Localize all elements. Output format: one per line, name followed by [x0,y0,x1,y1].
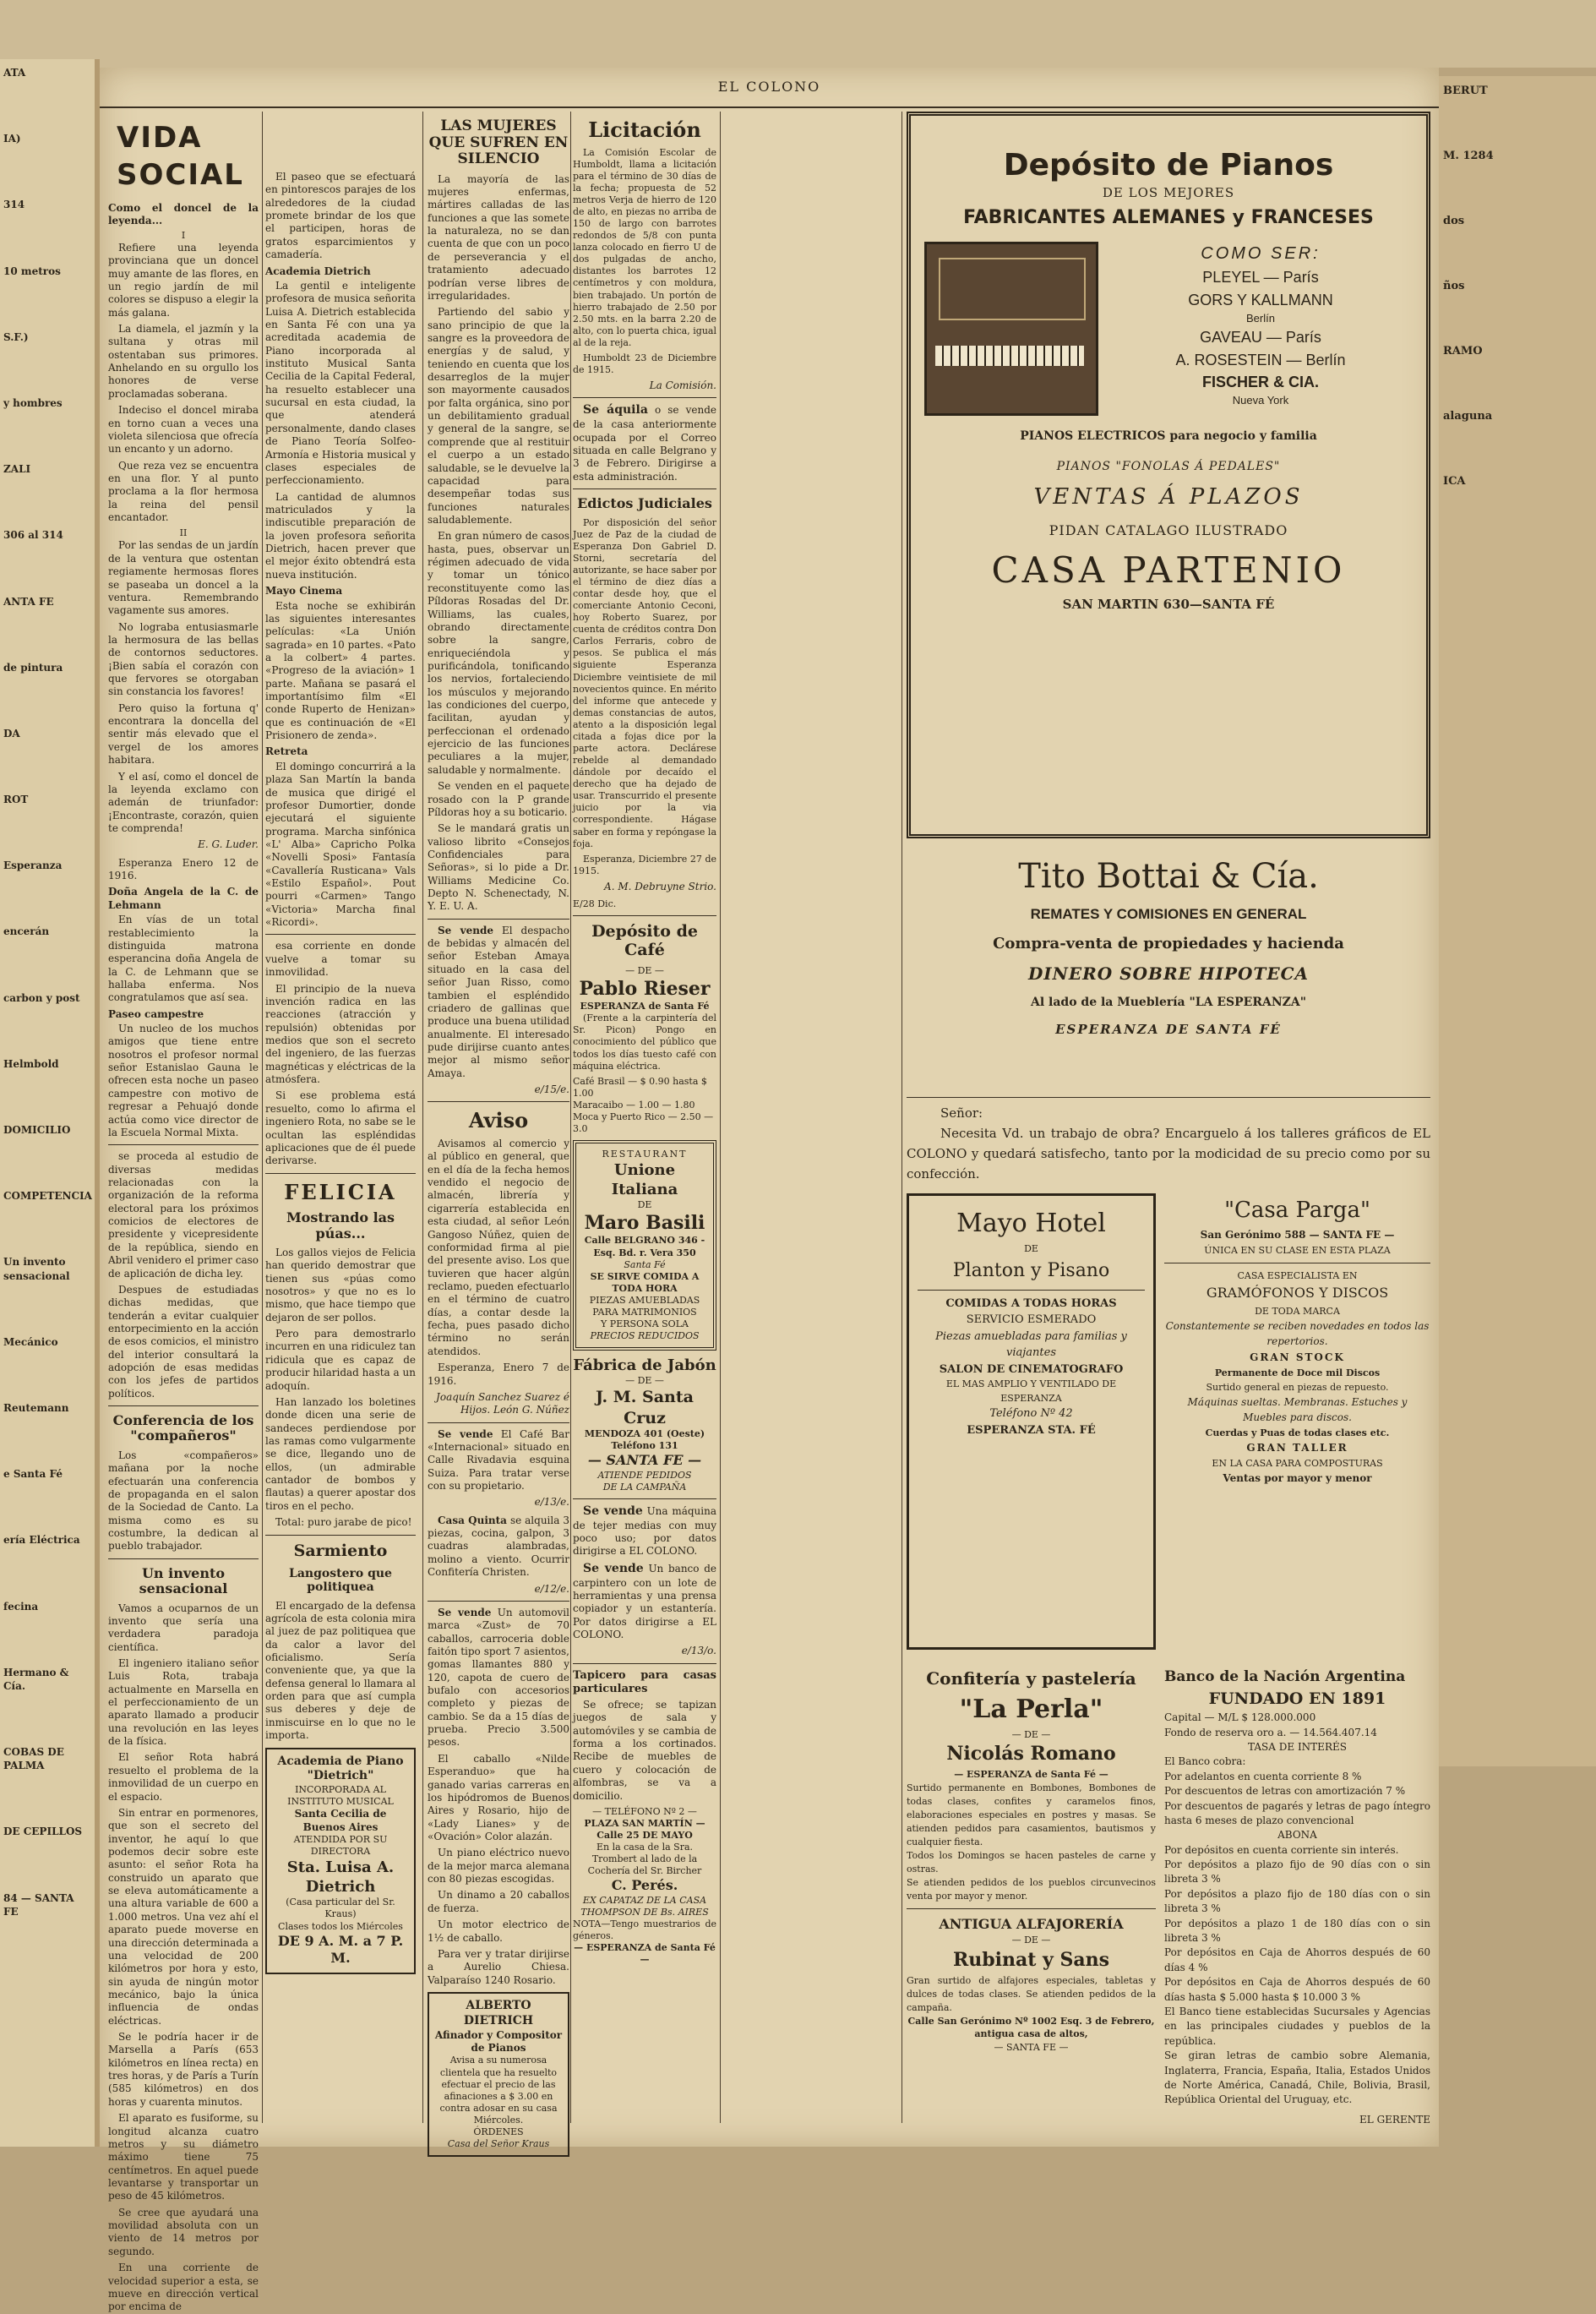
column-divider [570,112,571,2123]
article-body: La gentil e inteligente profesora de musica señorita Luisa A. Dietrich establecida en Santa Fé con una ya acreditada academia de Piano incorporada al instituto Musical Santa Cecilia de la Capital Federal, ha resuelto establecer una sucursal en esta ciudad, la que atenderá personalmente, dando clases de Piano Teoría Solfeo-Armonía e Historia musical y clases especiales de perfeccionamiento. [265,279,416,487]
ad-la-perla: Confitería y pastelería "La Perla" — DE — Nicolás Romano — ESPERANZA de Santa Fé — Surtido permanente en Bombones, Bombones de todas clases, confites y caramelos finos, elaboraciones especiales en postres y masas. Se atienden pedidos para casamientos, bautismos y cualquier fiesta. Todos los Domingos se hacen pasteles de carne y ostras. Se atienden pedidos de los pueblos circunvecinos venta por mayor y menor. ANTIGUA ALFAJORERÍA — DE — Rubinat y Sans Gran surtido de alfajores especiales, tabletas y dulces de todas clases. Se atienden pedidos de la campaña. Calle San Gerónimo Nº 1002 Esq. 3 de Febrero, antigua casa de altos, — SANTA FE — [907,1668,1156,2054]
poem-stanza: Por las sendas de un jardín de la ventura que ostentan regiamente hermosas flores se paseaba un doncel a la ventura. Remembrando vagamente sus amores. [108,539,259,617]
ad-casa-parga: "Casa Parga" San Gerónimo 588 — SANTA FE — ÚNICA EN SU CLASE EN ESTA PLAZA CASA ESPECIALISTA EN GRAMÓFONOS Y DISCOS DE TODA MARCA Constantemente se reciben novedades en todos las repertorios. GRAN STOCK Permanente de Doce mil Discos Surtido general en piezas de repuesto. Máquinas sueltas. Membranas. Estuches y Muebles para discos. Cuerdas y Puas de todas clases etc. GRAN TALLER EN LA CASA PARA COMPOSTURAS Ventas por mayor y menor [1165,1198,1430,1484]
right-page-line: RAMO [1443,345,1483,357]
article-title: Aviso [468,1108,529,1133]
classified-ad: Se vende Un automovil marca «Zust» de 70 caballos, carroceria doble faitón tipo sport 7 asientos, gomas llamantes 880 y 120, capota de cuero de bufalo con accesorios completo y piezas de cambio. Se da a 15 días de prueba. Precio 3.500 pesos. [428,1606,569,1749]
article-body: Se le podría hacer ir de Marsella a París (653 kilómetros en línea recta) en tres horas, y de París a Turín (585 kilómetros) en dos horas y cuarenta minutos. [108,2031,259,2108]
article-body: El domingo concurrirá a la plaza San Martín la banda de musica que dirigé el profesor Dumortier, donde ejecutará el siguiente programa. Marcha sinfónica «L' Alba» Capricho Polka «Novelli Sposi» Fantasía «Cavallería Rusticana» Vals «Estilo Español». Pout pourri «Carmen» Tango «Victoria» Marcha final «Ricordi». [265,760,416,929]
left-page-line: ZALI [3,463,31,476]
ad-restaurant-unione: RESTAURANT Unione Italiana DE Maro Basili Calle BELGRANO 346 - Esq. Bd. r. Vera 350 Santa Fé SE SIRVE COMIDA A TODA HORA PIEZAS AMUEBLADAS PARA MATRIMONIOS Y PERSONA SOLA PRECIOS REDUCIDOS [573,1140,716,1351]
column-4: Licitación La Comisión Escolar de Humboldt, llama a licitación para el término de 30 días de la fecha; propuesta de 52 metros Verja de hierro de 120 de alto, en piezas no arriba de 150 de largo con barrotes redondos de 5/8 con punta lanza colocado en fierro U de dos pulgadas de ancho, distantes los barrotes 12 centímetros y con moldura, bien trabajado. Un portón de hierro trabajado de 2.50 por 2.50 mts. en la barra 2.20 de alto, con lo puerta chica, igual al de la reja. Humboldt 23 de Diciembre de 1915. La Comisión. Se áquila o se vende de la casa anteriormente ocupada por el Correo situada en calle Belgrano y 3 de Febrero. Dirigirse a esta administración. Edictos Judiciales Por disposición del señor Juez de Paz de la ciudad de Esperanza Don Gabriel D. Storni, secretaría del autorizante, se hace saber por el término de diez días a contar desde hoy, que el comerciante Antonio Ceconi, hoy Roberto Suarez, por cuenta de créditos contra Don Carlos Ferraris, cobro de pesos. Se publica el más siguiente Esperanza Diciembre veintisiete de mil novecientos quince. En mérito del informe que antecede y demas constancias de autos, atento a la disposición legal citada a fojas dice por la parte actora. Declárese rebelde al demandado dándole por decaído el derecho que ha dejado de usar. Transcurrido el presente juicio por la via correspondiente. Hágase saber en forma y repóngase la foja. Esperanza, Diciembre 27 de 1915. A. M. Debruyne Strio. E/28 Dic. Depósito de Café — DE — Pablo Rieser ESPERANZA de Santa Fé (Frente a la carpintería del Sr. Picon) Pongo en conocimiento del público que todos los días tuesto café con máquina eléctrica. Café Brasil — $ 0.90 hasta $ 1.00 Maracaibo — 1.00 — 1.80 Moca y Puerto Rico — 2.50 — 3.0 RESTAURANT Unione Italiana DE Maro Basili Calle BELGRANO 346 - Esq. Bd. r. Vera 350 Santa Fé SE SIRVE COMIDA A TODA HORA PIEZAS AMUEBLADAS PARA MATRIMONIOS Y PERSONA SOLA PRECIOS REDUCIDOS Fábrica de Jabón — DE — J. M. Santa Cruz MENDOZA 401 (Oeste) Teléfono 131 — SANTA FE — ATIENDE PEDIDOS DE LA CAMPAÑA Se vende Una máquina de tejer medias con muy poco uso; por datos dirigirse a EL COLONO. Se vende Un banco de carpintero con un lote de herramientas y una prensa copiador y un estantería. Por datos dirigirse a EL COLONO. e/13/o. Tapicero para casas particulares Se ofrece; se tapizan juegos de sala y automóviles y se cambia de forma a los cortinados. Recibe de muebles de cuero y colocación de alfombras, se va a domicilio. — TELÉFONO Nº 2 — PLAZA SAN MARTÍN — Calle 25 DE MAYO En la casa de la Sra. Trombert al lado de la Cochería del Sr. Bircher C. Perés. EX CAPATAZ DE LA CASA THOMPSON DE Bs. AIRES NOTA—Tengo muestrarios de géneros. — ESPERANZA de Santa Fé — [573,117,716,1966]
article-title: Edictos Judiciales [577,495,712,512]
page-title: EL COLONO [100,68,1439,108]
left-page-line: DA [3,727,20,739]
classified-ad: Se áquila o se vende de la casa anteriormente ocupada por el Correo situada en calle Belgrano y 3 de Febrero. Dirigirse a esta administración. [573,403,716,483]
article-title: Licitación [588,117,701,142]
article-body: Se cree que ayudará una movilidad absoluta con un viento de 14 metros por segundo. [108,2206,259,2257]
ad-alberto-dietrich: ALBERTO DIETRICH Afinador y Compositor de Pianos Avisa a su numerosa clientela que ha resuelto efectuar el precio de las afinaciones a $ 3.00 en contra adosar en su casa Miércoles. ÓRDENES Casa del Señor Kraus [428,1992,569,2157]
article-body: En vías de un total restablecimiento la distinguida matrona esperancina doña Angela de la C. de Lehmann que se hallaba enferma. Nos congratulamos que así sea. [108,914,259,1004]
article-title: Academia Dietrich [265,265,371,277]
ad-banco-nacion: Banco de la Nación Argentina FUNDADO EN 1891 Capital — M/L $ 128.000.000 Fondo de reserva oro a. — 14.564.407.14 TASA DE INTERÉS El Banco cobra: Por adelantos en cuenta corriente 8 % Por descuentos de letras con amortización 7 % Por descuentos de pagarés y letras de pago íntegro hasta 6 meses de plazo convencional ABONA Por depósitos en cuenta corriente sin interés. Por depósitos a plazo fijo de 90 días con o sin libreta 3 % Por depósitos a plazo fijo de 180 días con o sin libreta 3 % Por depósitos a plazo 1 de 180 días con o sin libreta 3 % Por depósitos en Caja de Ahorros después de 60 días 4 % Por depósitos en Caja de Ahorros después de 60 días hasta $ 5.000 hasta $ 10.000 3 % El Banco tiene establecidas Sucursales y Agencias en las principales ciudades y pueblos de la república. Se giran letras de cambio sobre Alemania, Inglaterra, Francia, España, Italia, Estados Unidos de Norte América, Canadá, Chile, Bolivia, Brasil, República Oriental del Uruguay, etc. EL GERENTE [1164,1668,1430,2126]
article-title: Retreta [265,745,308,758]
left-page-line: 84 — SANTA FE [3,1891,74,1918]
article-body: En gran número de casos hasta, pues, observar un régimen adecuado de vida y tomar un tónico reconstituyente como las Píldoras Rosadas del Dr. Williams, las cuales, obrando directamente sobre la sangre, enriqueciéndola y purificándola, tonificando los nervios, fortaleciendo los músculos y mejorando las condiciones del cuerpo, facilitan, ayudan y perfeccionan el ordenado ejercicio de las funciones peculiares a la mujer, saludable y normalmente. [428,530,569,776]
right-page-line: M. 1284 [1443,150,1494,162]
classified-ad: Se vende El Café Bar «Internacional» situado en Calle Rivadavia esquina Suiza. Para tratar verse con su propietario. [428,1427,569,1493]
right-page-line: dos [1443,215,1465,227]
article-body: se proceda al estudio de diversas medidas relacionadas con la organización de la reforma electoral para los próximos comicios de electores de presidente y vicepresidente de la república, siendo en Abril venidero el primer caso de aplicación de dicha ley. [108,1150,259,1280]
right-page-line: BERUT [1443,85,1488,97]
column-divider [720,112,721,2123]
article-body: El paseo que se efectuará en pintorescos parajes de los alrededores de la ciudad promete brindar de los que el participen, horas de gratos esparcimientos y camadería. [265,171,416,261]
poem-date: Esperanza Enero 12 de 1916. [108,856,259,882]
article-body: Total: puro jarabe de pico! [275,1516,412,1529]
left-page-fragment [0,59,100,2147]
article-subtitle: Langostero que politiquea [289,1567,392,1595]
advertisements-area [907,112,1430,2126]
classified-ad: Se vende El despacho de bebidas y almacén del señor Esteban Amaya situado en la casa del señor Juan Risso, como tambien el espléndido criadero de gallinas que produce una buena utilidad anualmente. El interesado pude dirijirse cuanto antes mejor al mismo señor Amaya. [428,924,569,1079]
article-body: El aparato es fusiforme, su longitud alcanza cuatro metros y su diámetro máximo tiene 75 centímetros. En aquel puede levantarse y transportar un peso de 45 kilómetros. [108,2112,259,2202]
article-body: La Comisión Escolar de Humboldt, llama a licitación para el término de 30 días de la fecha; propuesta de 52 metros Verja de hierro de 120 de alto, en piezas no arriba de 150 de largo con barrotes redondos de 5/8 con punta lanza colocado en fierro U de dos pulgadas de ancho, distantes los barrotes 12 centímetros y con moldura, bien trabajado. Un portón de hierro trabajado de 2.50 por 2.50 mts. en la barra 2.20 de alto, con lo puerta chica, igual al de la reja. [573,146,716,348]
left-page-line: 10 metros [3,265,61,277]
left-page-line: ATA [3,67,26,79]
left-page-line: ROT [3,794,29,806]
article-title: FELICIA [284,1179,397,1204]
left-page-line: DE CEPILLOS [3,1826,83,1838]
poem-stanza: Que reza vez se encuentra en una flor. Y al punto proclama a la flor hermosa la reina del pensil encantador. [108,459,259,524]
column-2 [265,112,416,2123]
section-title: VIDA SOCIAL [117,121,244,192]
left-page-line: IA) [3,133,21,145]
article-body: Han lanzado los boletines donde dicen una serie de sandeces perdiendose por las ramas como vulgarmente se dice, llegando uno de ellos, (un admirable cantador de bombos y flautas) a querer apostar dos tiros en el pecho. [265,1395,416,1512]
article-subtitle: Mostrando las púas... [286,1209,395,1242]
article-body: Sin entrar en pormenores, que son el secreto del inventor, he aquí lo que podemos decir sobre este asunto: el señor Rota ha construido un aparato que se eleva automáticamente a una altura variable de 600 a 1.000 metros. Una vez ahí el aparato puede moverse en una dirección determinada a una velocidad de 200 kilómetros por hora y esto, sin ayuda de ningún motor mecánico, bajo la única influencia de ondas eléctricas. [108,1806,259,2027]
article-body: Esta noche se exhibirán las siguientes interesantes películas: «La Unión sagrada» en 10 partes. «Pato a la colbert» 4 partes. «Progreso de la aviación» 1 parte. Mañana se pasará el importantísimo film «El conde Ruperto de Henizan» que es continuación de «El Prisionero de zenda». [265,599,416,742]
left-page-line: de pintura [3,661,63,674]
article-title: Conferencia de los "compañeros" [112,1412,254,1444]
article-body: En una corriente de velocidad superior a esta, se mueve en dirección vertical por encima de [108,2262,259,2313]
right-page-fragment [1436,76,1596,1766]
article-title: Mayo Cinema [265,585,343,598]
left-page-line: COMPETENCIA [3,1190,92,1203]
column-3: LAS MUJERES QUE SUFREN EN SILENCIO La mayoría de las mujeres enfermas, mártires calladas de las funciones a que las somete la naturaleza, no se dan cuenta de que con un poco de perseverancia y el tratamiento adecuado podrían verse libres de irregularidades. Partiendo del sabio y sano principio de que la sangre es la proveedora de energías y de salud, y teniendo en cuenta que los desarreglos de la mujer son mayormente causados por falta orgánica, sino por un debilitamiento gradual y general de la sangre, se comprende que al restituir el cuerpo a un estado saludable, se le devuelve la capacidad para desempeñar todas sus funciones naturales saludablemente. En gran número de casos hasta, pues, observar un régimen adecuado de vida y tomar un tónico reconstituyente como las Píldoras Rosadas del Dr. Williams, las cuales, obrando directamente sobre la sangre, enriqueciéndola y purificándola, tonificando los nervios, fortaleciendo los músculos y mejorando las condiciones del cuerpo, facilitan, ayudan y perfeccionan el ordenado ejercicio de las funciones peculiares a la mujer, saludable y normalmente. Se venden en el paquete rosado con la P grande Píldoras hoy a su boticario. Se le mandará gratis un valioso librito «Consejos Confidenciales para Señoras», si lo pide a Dr. Williams Medicine Co. Depto N. Schenectady, N. Y. E. U. A. Se vende El despacho de bebidas y almacén del señor Esteban Amaya situado en la casa del señor Juan Risso, como tambien el espléndido criadero de gallinas que produce una buena utilidad anualmente. El interesado pude dirijirse cuanto antes mejor al mismo señor Amaya. e/15/e. Aviso Avisamos al comercio y al público en general, que en el día de la fecha hemos vendido el negocio de almacén, librería y cigarrería establecida en esta ciudad, al señor León Gangoso Núñez, quien de conformidad firma al pie del presente aviso. Los que tuvieren que hacer algún reclamo, pueden efectuarlo en el término de cuatro días, a contar desde la fecha, pues pasado dicho término no serán atendidos. Esperanza, Enero 7 de 1916. Joaquín Sanchez Suarez é Hijos. León G. Núñez Se vende El Café Bar «Internacional» situado en Calle Rivadavia esquina Suiza. Para tratar verse con su propietario. e/13/e. Casa Quinta se alquila 3 piezas, cocina, galpon, 3 cuadras alambradas, molino a viento. Ocurrir Confitería Christen. e/12/e. Se vende Un automovil marca «Zust» de 70 caballos, carroceria doble faitón tipo sport 7 asientos, gomas llamantes 880 y 120, capota de cuero de bufalo con accesorios completo y piezas de cambio. Se da a 15 días de prueba. Precio 3.500 pesos. El caballo «Nilde Esperanduo» que ha ganado varias carreras en los hipódromos de Buenos Aires y Rosario, hijo de «Lady Lianes» y de «Ovación» Color alazán. Un piano eléctrico nuevo de la mejor marca alemana con 80 piezas escogidas. Un dinamo a 20 caballos de fuerza. Un motor electrico de 1½ de caballo. Para ver y tratar dirijirse a Aurelio Chiesa. Valparaíso 1240 Rosario. ALBERTO DIETRICH Afinador y Compositor de Pianos Avisa a su numerosa clientela que ha resuelto efectuar el precio de las afinaciones a $ 3.00 en contra adosar en su casa Miércoles. ÓRDENES Casa del Señor Kraus [428,112,569,2123]
article-title: Sarmiento [293,1541,388,1560]
article-body: La cantidad de alumnos matriculados y la indiscutible preparación de la joven profesora señorita Dietrich, hacen prever que el mejor éxito obtendrá esta nueva institución. [265,490,416,581]
article-body: Vamos a ocuparnos de un invento que sería una verdadera paradoja científica. [108,1602,259,1653]
left-page-line: DOMICILIO [3,1124,71,1136]
left-page-line: COBAS DE PALMA [3,1746,64,1772]
left-page-line: e Santa Fé [3,1468,63,1481]
classified-ad: Casa Quinta se alquila 3 piezas, cocina, galpon, 3 cuadras alambradas, molino a viento. Ocurrir Confitería Christen. [428,1514,569,1579]
column-divider [422,112,423,2123]
article-title: Paseo campestre [108,1007,204,1020]
poem-stanza: La diamela, el jazmín y la sultana y otras mil ostentaban sus primores. Anhelando en su orgullo los honores de verse proclamadas soberana. [108,322,259,400]
page-top-edge [0,0,1596,68]
article-body: El encargado de la defensa agrícola de esta colonia mira al juez de paz politiquea que da calor a lavor del oficialismo. Sería conveniente que, ya que la defensa general lo llamara al orden para que así cumpla sus deberes y deje de inmiscuirse en lo que no le importa. [265,1599,416,1742]
poem-author: E. G. Luder. [198,838,259,851]
article-title: Un invento sensacional [139,1564,228,1597]
article-body: Despues de estudiadas dichas medidas, que tenderán a evitar cualquier entorpecimiento en la acción de esos comicios, el ministro del interior consultará la adopción de esas medidas con los jefes de partidos políticos. [108,1283,259,1400]
article-body: Avisamos al comercio y al público en general, que en el día de la fecha hemos vendido el negocio de almacén, librería y cigarrería establecida en esta ciudad, al señor León Gangoso Núñez, quien de conformidad firma al pie del presente aviso. Los que tuvieren que hacer algún reclamo, pueden efectuarlo en el término de cuatro días, a contar desde la fecha, pues pasado dicho término no serán atendidos. [428,1138,569,1357]
article-body: Los «compañeros» mañana por la noche efectuarán una conferencia de propaganda en el salon de la Sociedad de Canto. La misma como es su costumbre, la dedican al pueblo trabajador. [108,1449,259,1553]
article-body: Por disposición del señor Juez de Paz de la ciudad de Esperanza Don Gabriel D. Storni, secretaría del autorizante, se hace saber por el término de diez días a contar desde hoy, que el comerciante Antonio Ceconi, hoy Roberto Suarez, por cuenta de créditos contra Don Carlos Ferraris, cobro de pesos. Se publica el más siguiente Esperanza Diciembre veintisiete de mil novecientos quince. En mérito del informe que antecede y demas constancias de autos, atento a la disposición legal citada a fojas dice por la parte actora. Declárese rebelde al demandado dándole por decaído el derecho que ha dejado de usar. Transcurrido el presente juicio por la via correspondiente. Hágase saber en forma y repóngase la foja. [573,516,716,849]
article-body: El señor Rota habrá resuelto el problema de la inmovilidad de un cuerpo en el espacio. [108,1751,259,1803]
left-page-line: carbon y post [3,991,80,1004]
right-page-line: alaguna [1443,410,1493,423]
left-page-line: Mecánico [3,1335,58,1348]
poem-stanza: No lograba entusiasmarle la hermosura de las bellas de contornos seductores. ¡Bien sabía el corazón con que fervores se otorgaban sin constancia los favores! [108,620,259,698]
classified-ad: Se vende Un banco de carpintero con un lote de herramientas y una prensa copiador y un estantería. Por datos dirigirse a EL COLONO. [573,1561,716,1641]
ad-tito-bottai: Tito Bottai & Cía. REMATES Y COMISIONES EN GENERAL Compra-venta de propiedades y hacienda DINERO SOBRE HIPOTECA Al lado de la Mueblería "LA ESPERANZA" ESPERANZA DE SANTA FÉ [993,857,1344,1038]
article-body: El ingeniero italiano señor Luis Rota, trabaja actualmente en Marsella en el perfeccionamiento de un aparato llamado a producir una revolución en las leyes de la física. [108,1656,259,1748]
left-page-line: ANTA FE [3,595,54,608]
article-body: Un nucleo de los muchos amigos que tiene entre nosotros el profesor normal señor Estanislao Gauna le ofrecen esta noche un paseo campestre con motivo de regresar a Pehuajó donde actúa como vice director de la Escuela Normal Mixta. [108,1023,259,1138]
poem-stanza: Pero quiso la fortuna q' encontrara la doncella del sentir más elevado que el vergel de los amores habitara. [108,701,259,767]
piano-illustration [924,242,1098,416]
classified-ad: Se vende Una máquina de tejer medias con muy poco uso; por datos dirigirse a EL COLONO. [573,1504,716,1558]
ad-mayo-hotel: Mayo Hotel DE Planton y Pisano COMIDAS A TODAS HORAS SERVICIO ESMERADO Piezas amuebladas para familias y viajantes SALON DE CINEMATOGRAFO EL MAS AMPLIO Y VENTILADO DE ESPERANZA Teléfono Nº 42 ESPERANZA STA. FÉ [907,1193,1156,1650]
ad-fabrica-jabon: Fábrica de Jabón — DE — J. M. Santa Cruz MENDOZA 401 (Oeste) Teléfono 131 — SANTA FE — ATIENDE PEDIDOS DE LA CAMPAÑA [573,1356,716,1493]
ad-deposito-pianos: Depósito de Pianos DE LOS MEJORES FABRICANTES ALEMANES y FRANCESES COMO SER: PLEYEL — París GORS Y KALLMANN Berlín GAVEAU — París A. ROSESTEIN — Berlín FISCHER & CIA. Nueva York PIANOS ELECTRICOS para negocio y familia PIANOS "FONOLAS Á PEDALES" VENTAS Á PLAZOS PIDAN CATALAGO ILUSTRADO CASA PARTENIO SAN MARTIN 630—SANTA FÉ [907,112,1430,838]
left-page-text [3,66,91,1918]
piano-brands: COMO SER: PLEYEL — París GORS Y KALLMANN Berlín GAVEAU — París A. ROSESTEIN — Berlín FISCHER & CIA. Nueva York [1175,244,1346,407]
article-title: LAS MUJERES QUE SUFREN EN SILENCIO [428,117,569,168]
left-page-line: Esperanza [3,860,63,872]
article-body: El principio de la nueva invención radica en las reacciones (atracción y repulsión) obtenidas por medios que son el secreto del ingeniero, de las fuerzas magnéticas y eléctricas de la atmósfera. [265,982,416,1086]
left-page-line: 306 al 314 [3,529,63,542]
left-page-line: 314 [3,199,25,211]
left-page-line: y hombres [3,396,63,409]
poem-stanza: Y el así, como el doncel de la leyenda exclamo con ademán de triunfador: ¡Encontraste, corazón, quien te comprenda! [108,770,259,834]
ad-deposito-cafe: Depósito de Café — DE — Pablo Rieser ESPERANZA de Santa Fé (Frente a la carpintería del Sr. Picon) Pongo en conocimiento del público que todos los días tuesto café con máquina eléctrica. Café Brasil — $ 0.90 hasta $ 1.00 Maracaibo — 1.00 — 1.80 Moca y Puerto Rico — 2.50 — 3.0 [573,922,716,1135]
left-page-line: S.F.) [3,330,29,343]
left-page-line: fecina [3,1600,39,1613]
article-body: Se ofrece; se tapizan juegos de sala y automóviles y se cambia de forma a los cortinados. Recibe de muebles de cuero y colocación de alfombras, se va a domicilio. [573,1698,716,1802]
article-body: Partiendo del sabio y sano principio de que la sangre es la proveedora de energías y de salud, y teniendo en cuenta que los desarreglos de la mujer son mayormente causados por falta orgánica, sino por un debilitamiento gradual y general de la sangre, se comprende que al restituir el cuerpo a un estado saludable, se le devuelve la capacidad para desempeñar todas sus funciones naturales saludablemente. [428,306,569,526]
left-page-line: Un invento sensacional [3,1256,70,1282]
article-body: La mayoría de las mujeres enfermas, mártires calladas de las funciones a que las somete la naturaleza, no se dan cuenta de que con un poco de perseverancia y el tratamiento adecuado podrían verse libres de irregularidades. [428,172,569,302]
column-1: VIDA SOCIAL Como el doncel de la leyenda... I Refiere una leyenda provinciana que un doncel muy amante de las flores, en un regio jardín de mil colores se dispuso a elegir la más galana. La diamela, el jazmín y la sultana y otras mil ostentaban sus primores. Anhelando en su orgullo los honores de verse proclamadas soberana. Indeciso el doncel miraba en torno cuan a veces una violeta silenciosa que ofrecía un encanto y un adorno. Que reza vez se encuentra en una flor. Y al punto proclama a la flor hermosa la reina del pensil encantador. II Por las sendas de un jardín de la ventura que ostentan regiamente hermosas flores se paseaba un doncel a la ventura. Remembrando vagamente sus amores. No lograba entusiasmarle la hermosura de las bellas de contornos seductores. ¡Bien sabía el corazón con que fervores se otorgaban sin constancia los favores! Pero quiso la fortuna q' encontrara la doncella del sentir más elevado que el vergel de los amores habitara. Y el así, como el doncel de la leyenda exclamo con ademán de triunfador: ¡Encontraste, corazón, quien te comprenda! E. G. Luder. Esperanza Enero 12 de 1916. Doña Angela de la C. de Lehmann En vías de un total restablecimiento la distinguida matrona esperancina doña Angela de la C. de Lehmann que se hallaba enferma. Nos congratulamos que así sea. Paseo campestre Un nucleo de los muchos amigos que tiene entre nosotros el profesor normal señor Estanislao Gauna le ofrecen esta noche un paseo campestre con motivo de regresar a Pehuajó donde actúa como vice director de la Escuela Normal Mixta. se proceda al estudio de diversas medidas relacionadas con la organización de la reforma electoral para los próximos comicios de electores de presidente y vicepresidente de la república, siendo en Abril venidero el primer caso de aplicación de dicha ley. Despues de estudiadas dichas medidas, que tenderán a evitar cualquier entorpecimiento en la acción de esos comicios, el ministro del interior consultará la adopción de esas medidas con los jefes de partidos políticos. Conferencia de los "compañeros" Los «compañeros» mañana por la noche efectuarán una conferencia de propaganda en el salon de la Sociedad de Canto. La misma como es su costumbre, la dedican al pueblo trabajador. Un invento sensacional Vamos a ocuparnos de un invento que sería una verdadera paradoja científica. El ingeniero italiano señor Luis Rota, trabaja actualmente en Marsella en el perfeccionamiento de un aparato llamado a producir una revolución en las leyes de la física. El señor Rota habrá resuelto el problema de la inmovilidad de un cuerpo en el espacio. Sin entrar en pormenores, que son el secreto del inventor, he aquí lo que podemos decir sobre este asunto: el señor Rota ha construido un aparato que se eleva automáticamente a una altura variable de 600 a 1.000 metros. Una vez ahí el aparato puede moverse en una dirección determinada a una velocidad de 200 kilómetros por hora y esto, sin ayuda de ningún motor mecánico, bajo la única influencia de ondas eléctricas. Se le podría hacer ir de Marsella a París (653 kilómetros en línea recta) en tres horas, y de París a Turín (585 kilómetros) en dos horas y cuarenta minutos. El aparato es fusiforme, su longitud alcanza cuatro metros y su diámetro máximo tiene 75 centímetros. En aquel puede levantarse y transportar un peso de 45 kilómetros. Se cree que ayudará una movilidad absoluta con un viento de 14 metros por segundo. En una corriente de velocidad superior a esta, se mueve en dirección vertical por encima de [108,121,259,2313]
poem-stanza: Indeciso el doncel miraba en torno cuan a veces una violeta silenciosa que ofrecía un encanto y un adorno. [108,404,259,456]
article-body: Se le mandará gratis un valioso librito «Consejos Confidenciales para Señoras», si lo pide a Dr. Williams Medicine Co. Depto N. Schenectady, N. Y. E. U. A. [428,822,569,913]
left-page-line: ería Eléctrica [3,1534,80,1547]
article-body: Los gallos viejos de Felicia han querido demostrar que tienen sus «púas como nosotros» y que no es lo mismo, que hace tiempo que dejaron de ser pollos. [265,1246,416,1323]
article-body: esa corriente en donde vuelve a tomar su inmovilidad. [265,940,416,979]
article-body: Se venden en el paquete rosado con la P grande Píldoras hoy a su boticario. [428,780,569,818]
left-page-line: Hermano & Cía. [3,1666,69,1692]
article-body: Pero para demostrarlo incurren en una ridiculez tan ridicula que es capaz de producir hilaridad hasta a un adoquín. [265,1328,416,1392]
article-body: Si ese problema está resuelto, como lo afirma el ingeniero Rota, no sabe se le ocultan las espléndidas aplicaciones que de él puede derivarse. [265,1089,416,1167]
poem-stanza: Refiere una leyenda provinciana que un doncel muy amante de las flores, en un regio jardín de mil colores se dispuso a elegir la más galana. [108,241,259,319]
article-title: Como el doncel de la leyenda... [108,202,259,227]
article-title: Tapicero para casas particulares [573,1668,716,1696]
column-divider [901,112,902,2123]
left-page-line: Helmbold [3,1057,59,1070]
newspaper-page [100,68,1439,2313]
left-page-line: Reutemann [3,1401,69,1414]
left-page-line: encerán [3,925,50,938]
column-divider [262,112,263,2123]
right-page-line: ICA [1443,475,1466,488]
article-title: Doña Angela de la C. de Lehmann [108,886,259,911]
right-page-line: ños [1443,280,1465,292]
ad-academia-dietrich: Academia de Piano "Dietrich" INCORPORADA AL INSTITUTO MUSICAL Santa Cecilia de Buenos Aires ATENDIDA POR SU DIRECTORA Sta. Luisa A. Dietrich (Casa particular del Sr. Kraus) Clases todos los Miércoles DE 9 A. M. a 7 P. M. [265,1748,416,1974]
right-page-text [1443,85,1596,488]
notice-el-colono: Señor: Necesita Vd. un trabajo de obra? Encarguelo á los talleres gráficos de EL COLONO y quedará satisfecho, tanto por la modicidad de su precio como por su confección. [907,1092,1430,1184]
